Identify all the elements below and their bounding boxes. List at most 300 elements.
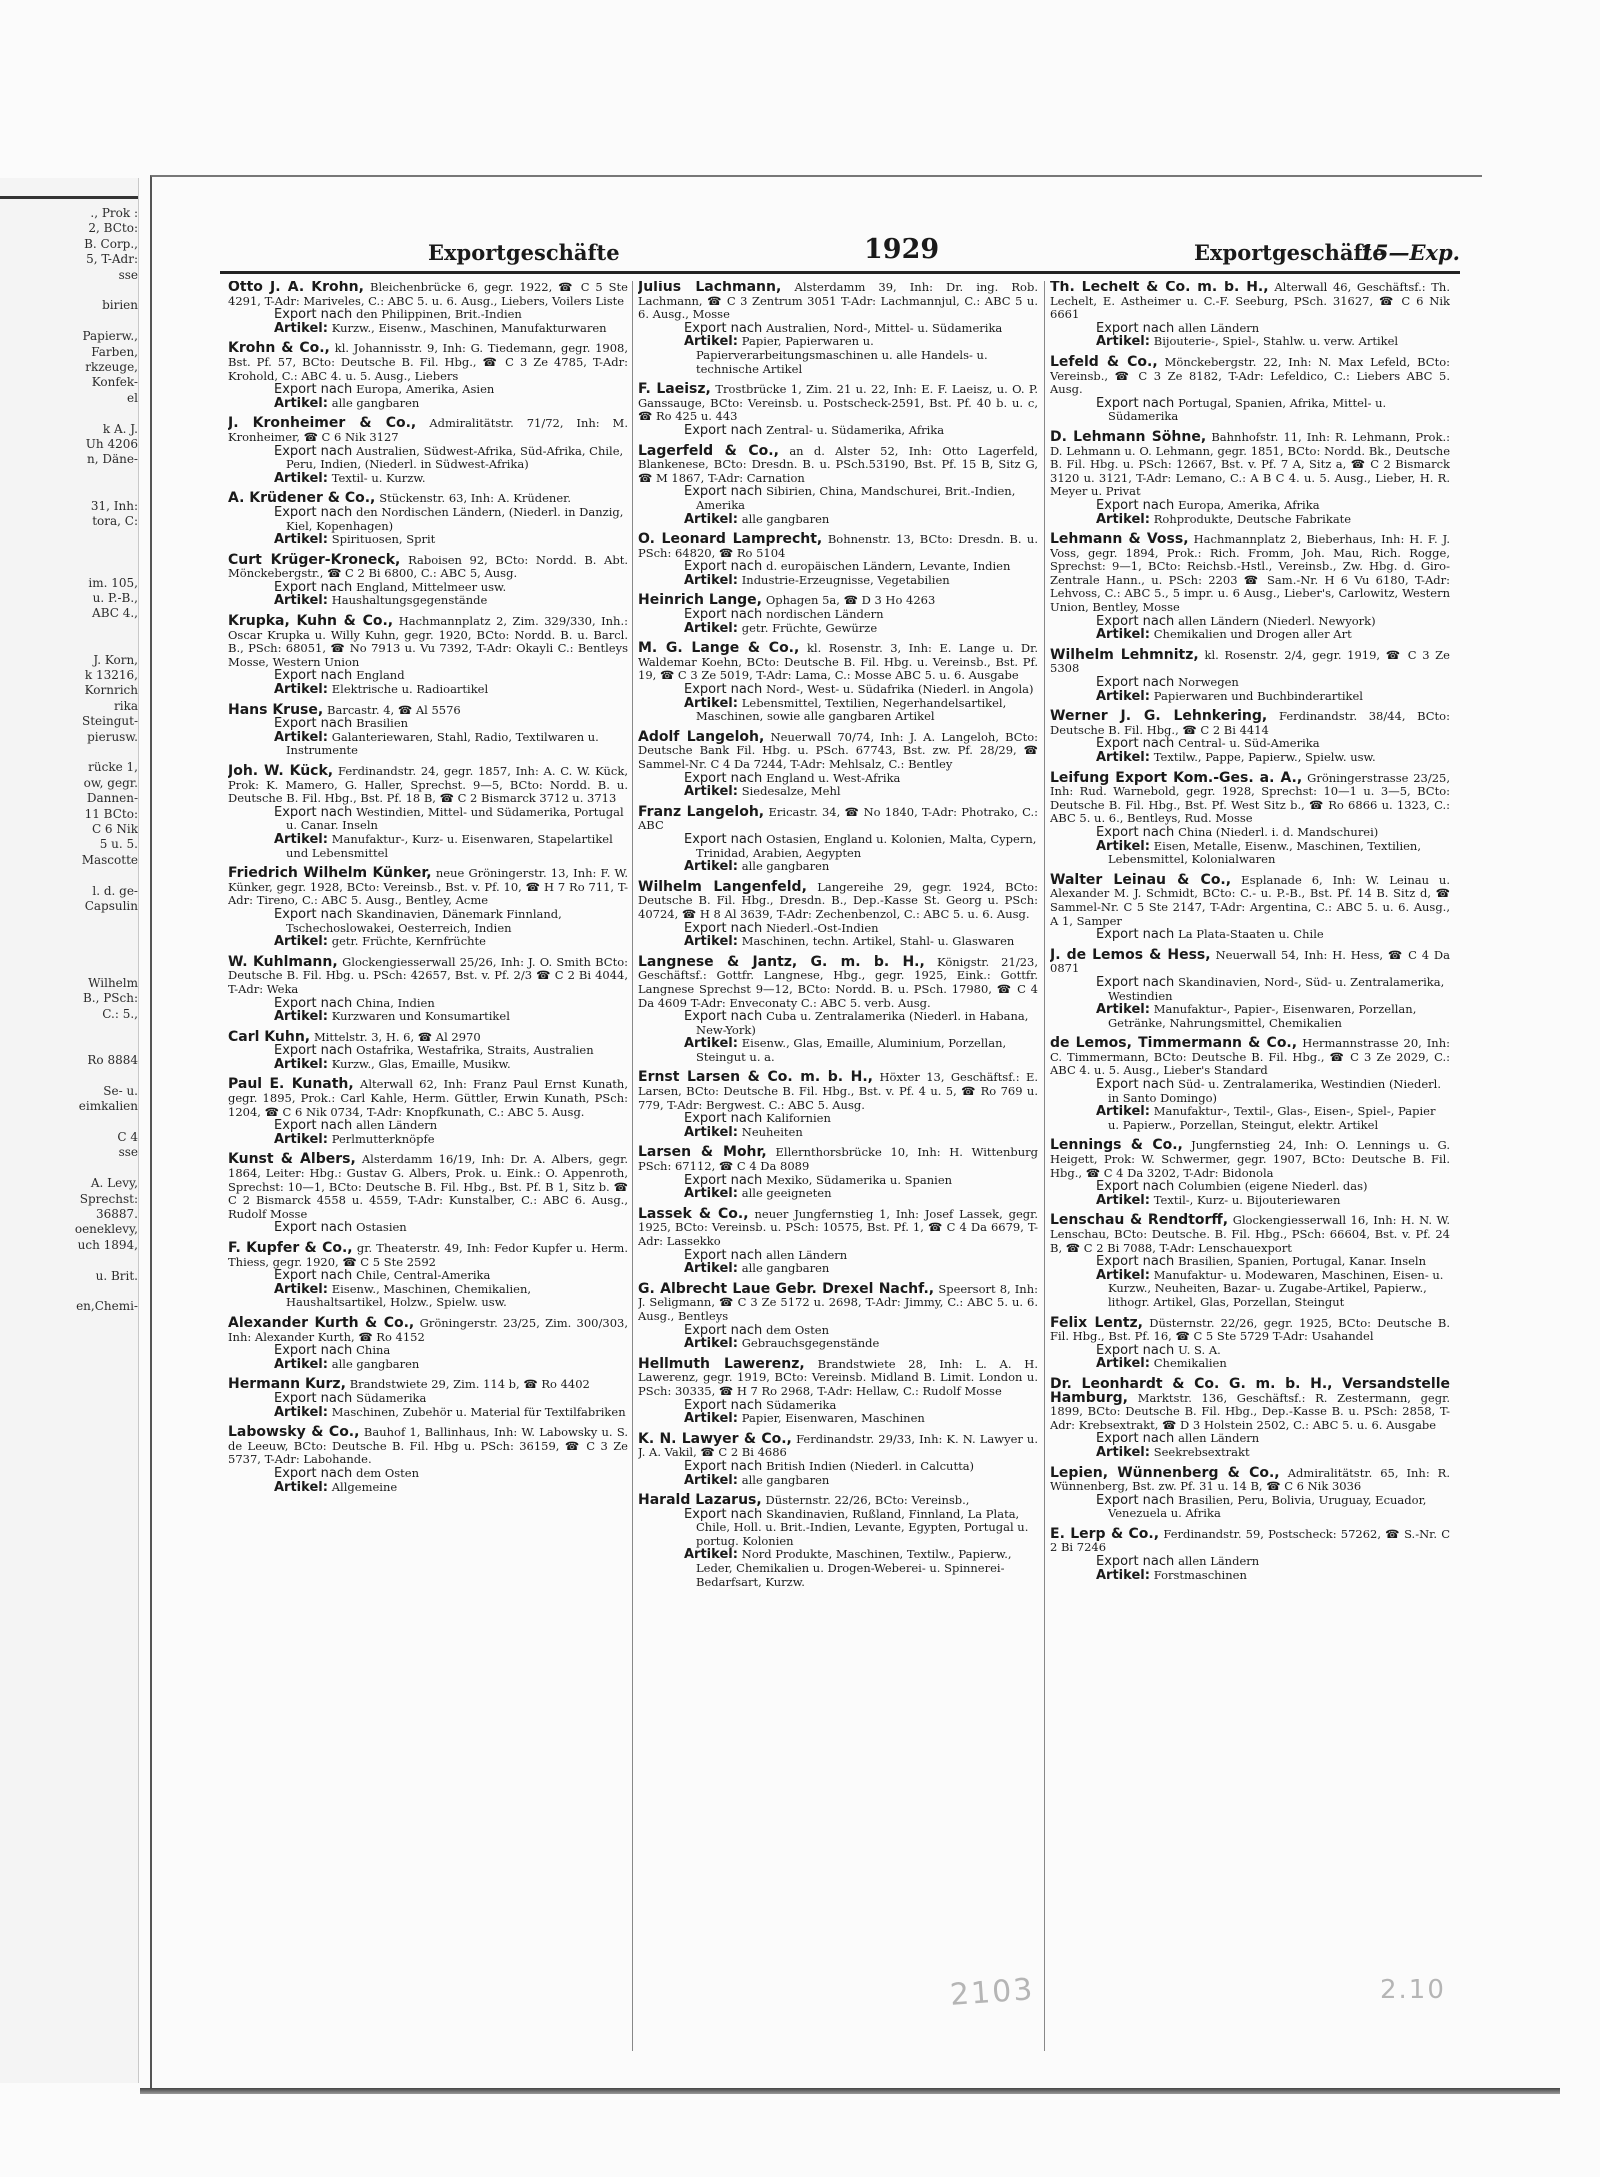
company-details: Gröningerstrasse 23/25, Inh: Rud. Warnebold, gegr. 1928, Sprechst: 10—1 u. 3—5, BCto: Deutsche B. Fil. Hbg., Bst. Pf. West Sitz b., ☎ Ro 6866 u. 1323, C.: ABC 5. u. 6., Bentleys, Rud. Mosse	[1050, 770, 1450, 826]
artikel-label: Artikel:	[1096, 627, 1150, 643]
export-destinations: Cuba u. Zentralamerika (Niederl. in Habana, New-York)	[696, 1009, 1029, 1037]
artikel-items: Eisen, Metalle, Eisenw., Maschinen, Textilien, Lebensmittel, Kolonialwaren	[1108, 838, 1421, 867]
export-line	[638, 485, 1038, 512]
artikel-label: Artikel:	[1096, 688, 1150, 704]
company-name: D. Lehmann Söhne,	[1050, 428, 1207, 445]
export-destinations: Süd- u. Zentralamerika, Westindien (Niederl. in Santo Domingo)	[1108, 1077, 1441, 1105]
company-name: Curt Krüger-Kroneck,	[228, 551, 401, 568]
artikel-line	[638, 1126, 1038, 1140]
company-details: Alterwall 62, Inh: Franz Paul Ernst Kunath, gegr. 1895, Prok.: Carl Kahle, Herm. Güttler, Erwin Kunath, PSch: 1204, ☎ C 6 Nik 0734, T-Adr: Knopfkunath, C.: ABC 5. Ausg.	[228, 1077, 628, 1119]
company-name: Otto J. A. Krohn,	[228, 281, 364, 295]
artikel-items: Neuheiten	[741, 1124, 803, 1139]
export-label: Export nach	[274, 1268, 353, 1284]
artikel-label: Artikel:	[274, 1281, 328, 1297]
export-line	[1050, 1255, 1450, 1269]
export-label: Export nach	[1096, 675, 1175, 691]
artikel-line	[1050, 690, 1450, 704]
export-destinations: Ostasien	[356, 1220, 407, 1235]
export-destinations: Südamerika	[766, 1397, 837, 1412]
entry-head	[1050, 1214, 1450, 1255]
export-destinations: Australien, Nord-, Mittel- u. Südamerika	[766, 320, 1003, 335]
entry-head	[1050, 353, 1450, 397]
artikel-label: Artikel:	[1096, 1267, 1150, 1283]
artikel-items: Bijouterie-, Spiel-, Stahlw. u. verw. Artikel	[1153, 334, 1399, 349]
entry-head	[638, 642, 1038, 683]
directory-entry	[638, 1430, 1038, 1488]
export-line	[638, 560, 1038, 574]
artikel-items: alle gangbaren	[741, 1472, 830, 1487]
export-label: Export nach	[684, 1458, 763, 1474]
company-name: Leifung Export Kom.-Ges. a. A.,	[1050, 769, 1303, 786]
artikel-label: Artikel:	[274, 1404, 328, 1420]
artikel-line	[638, 785, 1038, 799]
left-fragment-line: B., PSch:	[82, 991, 138, 1006]
entry-head	[228, 551, 628, 581]
entry-head	[228, 765, 628, 806]
artikel-items: alle gangbaren	[331, 395, 420, 410]
page-content	[220, 234, 1460, 2077]
export-destinations: d. europäischen Ländern, Levante, Indien	[766, 559, 1011, 574]
directory-entry	[638, 1071, 1038, 1139]
company-name: Adolf Langeloh,	[638, 728, 765, 745]
left-fragment-line: eimkalien	[78, 1099, 138, 1114]
export-label: Export nach	[274, 1118, 353, 1134]
left-fragment-line: Wilhelm	[88, 976, 138, 990]
export-label: Export nach	[274, 443, 353, 459]
export-line	[638, 322, 1038, 336]
left-fragment-line: C 4	[117, 1130, 138, 1144]
artikel-label: Artikel:	[1096, 334, 1150, 350]
export-label: Export nach	[1096, 1431, 1175, 1447]
export-line	[228, 1392, 628, 1406]
left-fragment-line: sse	[118, 267, 138, 282]
artikel-line	[228, 1406, 628, 1420]
artikel-line	[228, 1058, 628, 1072]
export-label: Export nach	[1096, 1254, 1175, 1270]
company-name: Carl Kuhn,	[228, 1028, 311, 1045]
entry-head	[638, 1146, 1038, 1173]
entry-head	[1050, 1375, 1450, 1432]
left-fragment-line: Kornrich	[84, 683, 138, 698]
left-fragment-line: 5 u. 5.	[99, 837, 138, 852]
left-fragment-line: ABC 4.,	[92, 606, 138, 621]
export-destinations: Zentral- u. Südamerika, Afrika	[766, 422, 945, 437]
entry-head	[228, 1153, 628, 1221]
export-label: Export nach	[1096, 320, 1175, 336]
entry-head	[638, 1355, 1038, 1399]
entry-head	[638, 1280, 1038, 1324]
artikel-items: Gebrauchsgegenstände	[741, 1336, 880, 1351]
company-details: Raboisen 92, BCto: Nordd. B. Abt. Mönckebergstr., ☎ C 2 Bi 6800, C.: ABC 5, Ausg.	[228, 552, 628, 581]
left-fragment-line: k A. J.	[102, 421, 138, 436]
artikel-label: Artikel:	[684, 1411, 738, 1427]
entry-head	[1050, 1037, 1450, 1078]
export-line	[228, 383, 628, 397]
company-name: Hermann Kurz,	[228, 1376, 346, 1393]
running-head-year: 1929	[864, 234, 940, 265]
company-details: Hachmannplatz 2, Zim. 329/330, Inh.: Oscar Krupka u. Willy Kuhn, gegr. 1920, BCto: Nordd. B. u. Barcl. B., PSch: 68051, ☎ No 7913 u. Vu 7392, T-Adr: Okayli C.: Bentleys Mosse, Western Union	[228, 614, 628, 669]
export-line	[1050, 1494, 1450, 1521]
export-destinations: Sibirien, China, Mandschurei, Brit.-Indien, Amerika	[696, 484, 1016, 512]
export-label: Export nach	[274, 716, 353, 732]
entry-head	[638, 383, 1038, 424]
company-name: Ernst Larsen & Co. m. b. H.,	[638, 1069, 873, 1086]
company-name: F. Laeisz,	[638, 381, 711, 398]
directory-entry	[638, 1355, 1038, 1427]
directory-entry	[1050, 1139, 1450, 1207]
directory-entry	[638, 533, 1038, 587]
entry-head	[228, 1314, 628, 1344]
directory-entry	[1050, 1314, 1450, 1372]
export-destinations: Brasilien	[356, 716, 409, 731]
export-label: Export nach	[1096, 1554, 1175, 1570]
column-3	[1050, 281, 1450, 2071]
artikel-items: getr. Früchte, Kernfrüchte	[331, 934, 486, 949]
left-fragment-line: uch 1894,	[77, 1237, 138, 1252]
entry-head	[1050, 946, 1450, 976]
company-details: Neuerwall 54, Inh: H. Hess, ☎ C 4 Da 0871	[1050, 947, 1450, 976]
entry-head	[638, 281, 1038, 322]
artikel-items: Seekrebsextrakt	[1153, 1444, 1250, 1459]
company-name: Hans Kruse,	[228, 701, 324, 718]
artikel-line	[228, 1358, 628, 1372]
artikel-label: Artikel:	[274, 532, 328, 548]
artikel-label: Artikel:	[684, 859, 738, 875]
left-fragment-line: rkzeuge,	[85, 360, 138, 374]
export-line	[638, 1174, 1038, 1188]
directory-entry	[638, 383, 1038, 437]
export-line	[638, 683, 1038, 697]
artikel-line	[228, 1010, 628, 1024]
left-fragment-rule	[0, 196, 138, 199]
export-label: Export nach	[274, 382, 353, 398]
directory-entry	[1050, 1214, 1450, 1309]
directory-entry	[1050, 353, 1450, 424]
company-name: Wilhelm Lehmnitz,	[1050, 646, 1199, 663]
export-label: Export nach	[274, 995, 353, 1011]
artikel-items: Chemikalien und Drogen aller Art	[1153, 627, 1352, 642]
export-destinations: Südamerika	[356, 1390, 427, 1405]
company-details: Ellernthorsbrücke 10, Inh: H. Wittenburg PSch: 67112, ☎ C 4 Da 8089	[638, 1145, 1038, 1174]
export-label: Export nach	[684, 320, 763, 336]
entry-head	[228, 867, 628, 908]
artikel-line	[228, 594, 628, 608]
artikel-label: Artikel:	[684, 1472, 738, 1488]
artikel-items: Elektrische u. Radioartikel	[331, 682, 489, 697]
artikel-line	[638, 574, 1038, 588]
company-details: Brandstwiete 29, Zim. 114 b, ☎ Ro 4402	[349, 1377, 590, 1392]
artikel-label: Artikel:	[684, 1261, 738, 1277]
directory-entry	[228, 867, 628, 949]
company-name: Lenschau & Rendtorff,	[1050, 1212, 1229, 1229]
column-divider	[1044, 281, 1045, 2051]
entry-head	[228, 342, 628, 383]
running-head-right-title: Exportgeschäfte	[1194, 240, 1386, 265]
artikel-line	[228, 1283, 628, 1310]
left-fragment-line: A. Levy,	[90, 1176, 138, 1191]
artikel-items: Allgemeine	[331, 1479, 398, 1494]
export-line	[228, 445, 628, 472]
company-name: Lehmann & Voss,	[1050, 531, 1189, 548]
left-fragment-line: Sprechst:	[79, 1191, 138, 1206]
artikel-line	[638, 1037, 1038, 1064]
entry-head	[228, 492, 628, 506]
export-destinations: China, Indien	[356, 995, 435, 1010]
column-1	[228, 281, 628, 2071]
directory-entry	[228, 1078, 628, 1146]
export-label: Export nach	[684, 607, 763, 623]
artikel-line	[1050, 513, 1450, 527]
left-fragment-line: im. 105,	[88, 575, 138, 590]
export-label: Export nach	[684, 1506, 763, 1522]
artikel-items: Eisenw., Maschinen, Chemikalien, Haushaltsartikel, Holzw., Spielw. usw.	[286, 1281, 532, 1310]
company-details: Ferdinandstr. 59, Postscheck: 57262, ☎ S.-Nr. C 2 Bi 7246	[1050, 1526, 1450, 1555]
artikel-items: Siedesalze, Mehl	[741, 784, 841, 799]
entry-head	[1050, 281, 1450, 322]
company-details: Glockengiesserwall 25/26, Inh: J. O. Smith BCto: Deutsche B. Fil. Hbg. u. PSch: 42657, Bst. v. Pf. 2/3 ☎ C 2 Bi 4044, T-Adr: Weka	[228, 954, 628, 996]
export-line	[228, 506, 628, 533]
entry-head	[228, 1242, 628, 1269]
entry-head	[638, 1071, 1038, 1112]
artikel-items: Maschinen, techn. Artikel, Stahl- u. Glaswaren	[741, 934, 1015, 949]
directory-entry	[228, 953, 628, 1025]
entry-head	[1050, 1139, 1450, 1180]
directory-entry	[638, 878, 1038, 950]
export-destinations: Norwegen	[1178, 675, 1239, 690]
left-fragment-line: 36887.	[96, 1207, 138, 1221]
directory-entry	[638, 442, 1038, 527]
company-details: Bauhof 1, Ballinhaus, Inh: W. Labowsky u. S. de Leeuw, BCto: Deutsche B. Fil. Hbg u. PSch: 36159, ☎ C 3 Ze 5737, T-Adr: Labohande.	[228, 1425, 628, 1467]
export-destinations: allen Ländern	[1178, 1431, 1260, 1446]
export-label: Export nach	[274, 1220, 353, 1236]
company-name: de Lemos, Timmermann & Co.,	[1050, 1035, 1298, 1052]
artikel-items: Chemikalien	[1153, 1356, 1227, 1371]
export-line	[228, 908, 628, 935]
artikel-items: alle geeigneten	[741, 1186, 832, 1201]
left-fragment-line: Uh 4206	[85, 437, 138, 451]
artikel-label: Artikel:	[684, 620, 738, 636]
export-label: Export nach	[1096, 974, 1175, 990]
directory-entry	[1050, 281, 1450, 349]
directory-entry	[1050, 769, 1450, 867]
entry-head	[1050, 871, 1450, 928]
left-fragment-line: ., Prok :	[90, 206, 138, 220]
artikel-label: Artikel:	[1096, 750, 1150, 765]
directory-entry	[228, 1028, 628, 1072]
artikel-line	[638, 935, 1038, 949]
artikel-line	[228, 1133, 628, 1147]
entry-head	[1050, 428, 1450, 499]
artikel-items: Papier, Papierwaren u. Papierverarbeitungsmaschinen u. alle Handels- u. technische Artikel	[696, 334, 988, 376]
artikel-label: Artikel:	[1096, 1356, 1150, 1372]
export-label: Export nach	[1096, 824, 1175, 840]
export-line	[638, 772, 1038, 786]
company-details: an d. Alster 52, Inh: Otto Lagerfeld, Blankenese, BCto: Dresdn. B. u. PSch.53190, Bst. Pf. 15 B, Sitz G, ☎ M 1867, T-Adr: Carnation	[638, 443, 1038, 485]
company-details: Alsterdamm 39, Inh: Dr. ing. Rob. Lachmann, ☎ C 3 Zentrum 3051 T-Adr: Lachmannjul, C.: ABC 5 u. 6. Ausg., Mosse	[638, 281, 1038, 322]
company-name: Th. Lechelt & Co. m. b. H.,	[1050, 281, 1269, 295]
entry-head	[228, 1028, 628, 1045]
company-details: Ferdinandstr. 24, gegr. 1857, Inh: A. C. W. Kück, Prok: K. Mamero, G. Haller, Sprechst. 9—5, BCto: Nordd. B. u. Deutsche B. Fil. Hbg., Bst. Pf. 18 B, ☎ C 2 Bismarck 3712 u. 3713	[228, 764, 628, 806]
company-name: Krohn & Co.,	[228, 340, 330, 357]
export-destinations: Brasilien, Spanien, Portugal, Kanar. Inseln	[1178, 1254, 1426, 1269]
artikel-line	[638, 1412, 1038, 1426]
directory-entry	[1050, 533, 1450, 642]
export-line	[1050, 322, 1450, 336]
export-label: Export nach	[684, 831, 763, 847]
export-line	[1050, 1432, 1450, 1446]
artikel-items: Textil- u. Kurzw.	[331, 470, 426, 485]
company-details: Trostbrücke 1, Zim. 21 u. 22, Inh: E. F. Laeisz, u. O. P. Ganssauge, BCto: Vereinsb. u. Postscheck-2591, Bst. Pf. 40 b. u. c, ☎ Ro 425 u. 443	[638, 382, 1038, 424]
directory-entry	[1050, 1525, 1450, 1583]
company-details: Alterwall 46, Geschäftsf.: Th. Lechelt, E. Astheimer u. C.-F. Seeburg, PSch. 31627, ☎ C 6 Nik 6661	[1050, 281, 1450, 322]
artikel-items: alle gangbaren	[741, 859, 830, 874]
artikel-label: Artikel:	[274, 682, 328, 698]
directory-entry	[1050, 871, 1450, 943]
company-name: Franz Langeloh,	[638, 803, 765, 820]
company-name: Walter Leinau & Co.,	[1050, 871, 1232, 888]
page-number: 15—Exp.	[1359, 240, 1460, 265]
entry-head	[1050, 769, 1450, 826]
directory-entry	[228, 1314, 628, 1372]
export-destinations: Skandinavien, Nord-, Süd- u. Zentralamerika, Westindien	[1108, 974, 1445, 1003]
export-destinations: England, Mittelmeer usw.	[356, 579, 507, 594]
export-line	[228, 997, 628, 1011]
directory-page	[150, 175, 1482, 2092]
artikel-line	[228, 397, 628, 411]
export-destinations: Skandinavien, Dänemark Finnland, Tschechoslowakei, Oesterreich, Indien	[286, 906, 562, 935]
export-label: Export nach	[1096, 927, 1175, 943]
artikel-items: getr. Früchte, Gewürze	[741, 620, 878, 635]
export-line	[638, 833, 1038, 860]
artikel-line	[1050, 1357, 1450, 1371]
directory-entry	[228, 1378, 628, 1419]
directory-entry	[1050, 1375, 1450, 1460]
export-line	[1050, 737, 1450, 751]
export-label: Export nach	[274, 906, 353, 922]
directory-entry	[228, 281, 628, 335]
artikel-line	[228, 731, 628, 758]
artikel-line	[1050, 335, 1450, 349]
entry-head	[1050, 1464, 1450, 1494]
artikel-label: Artikel:	[274, 729, 328, 745]
export-destinations: Niederl.-Ost-Indien	[766, 920, 879, 935]
export-line	[228, 1269, 628, 1283]
entry-head	[1050, 646, 1450, 676]
entry-head	[228, 615, 628, 669]
export-label: Export nach	[1096, 1179, 1175, 1195]
export-destinations: Skandinavien, Rußland, Finnland, La Plata, Chile, Holl. u. Brit.-Indien, Levante, Egypten, Portugal u. portug. Kolonien	[696, 1506, 1029, 1548]
entry-head	[228, 281, 628, 308]
artikel-label: Artikel:	[274, 1479, 328, 1495]
company-name: A. Krüdener & Co.,	[228, 490, 376, 507]
directory-entry	[638, 728, 1038, 800]
artikel-line	[1050, 1269, 1450, 1310]
export-line	[228, 1119, 628, 1133]
artikel-items: Spirituosen, Sprit	[331, 532, 436, 547]
export-destinations: England u. West-Afrika	[766, 770, 901, 785]
left-fragment-line: Ro 8884	[87, 1053, 138, 1067]
artikel-line	[228, 1481, 628, 1495]
export-label: Export nach	[684, 484, 763, 500]
export-line	[228, 581, 628, 595]
left-fragment-line: rücke 1,	[88, 760, 138, 775]
export-line	[228, 1344, 628, 1358]
export-label: Export nach	[1096, 395, 1175, 411]
export-label: Export nach	[274, 579, 353, 595]
artikel-line	[1050, 1003, 1450, 1030]
artikel-items: Textilw., Pappe, Papierw., Spielw. usw.	[1153, 750, 1376, 764]
company-details: Bahnhofstr. 11, Inh: R. Lehmann, Prok.: D. Lehmann u. O. Lehmann, gegr. 1851, BCto: Nordd. Bk., Deutsche B. Fil. Hbg. u. PSch: 12667, Bst. v. Pf. 7 A, Sitz a, ☎ C 2 Bismarck 3120 u. 3121, T-Adr: Lemano, C.: A B C 4. u. 5. Ausg., Lieber, H. R. Meyer u. Privat	[1050, 429, 1450, 499]
export-destinations: U. S. A.	[1178, 1342, 1221, 1357]
directory-entry	[1050, 710, 1450, 764]
entry-head	[638, 1205, 1038, 1249]
export-line	[228, 1467, 628, 1481]
entry-head	[1050, 1525, 1450, 1555]
export-line	[1050, 826, 1450, 840]
company-name: M. G. Lange & Co.,	[638, 640, 800, 657]
export-destinations: Europa, Amerika, Afrika	[1178, 497, 1320, 512]
export-destinations: allen Ländern	[1178, 320, 1260, 335]
artikel-label: Artikel:	[274, 831, 328, 847]
artikel-items: Kurzw., Glas, Emaille, Musikw.	[331, 1056, 511, 1071]
export-label: Export nach	[684, 422, 763, 438]
export-label: Export nach	[684, 1247, 763, 1263]
artikel-items: Papier, Eisenwaren, Maschinen	[741, 1411, 925, 1426]
company-details: Marktstr. 136, Geschäftsf.: R. Zestermann, gegr. 1899, BCto: Deutsche B. Fil. Hbg., Dep.-Kasse B. u. PSch: 2858, T-Adr: Krebsextrakt, ☎ D 3 Holstein 2502, C.: ABC 5. u. 6. Ausgabe	[1050, 1390, 1450, 1432]
artikel-label: Artikel:	[684, 1547, 738, 1563]
export-label: Export nach	[684, 682, 763, 698]
company-name: J. de Lemos & Hess,	[1050, 946, 1211, 963]
artikel-label: Artikel:	[274, 1009, 328, 1025]
entry-head	[1050, 710, 1450, 737]
directory-entry	[228, 1153, 628, 1235]
artikel-line	[638, 1187, 1038, 1201]
export-label: Export nach	[274, 1043, 353, 1059]
export-line	[638, 1249, 1038, 1263]
company-name: Lennings & Co.,	[1050, 1137, 1183, 1154]
artikel-items: Galanteriewaren, Stahl, Radio, Textilwaren u. Instrumente	[286, 729, 599, 758]
export-destinations: England	[356, 668, 405, 683]
page-bottom-edge	[140, 2088, 1560, 2094]
artikel-line	[1050, 1446, 1450, 1460]
artikel-label: Artikel:	[274, 934, 328, 950]
export-label: Export nach	[684, 770, 763, 786]
export-line	[638, 1399, 1038, 1413]
export-destinations: allen Ländern	[1178, 1554, 1260, 1569]
export-line	[1050, 928, 1450, 942]
directory-entry	[1050, 646, 1450, 704]
entry-head	[1050, 1314, 1450, 1344]
company-name: Julius Lachmann,	[638, 281, 782, 295]
export-line	[1050, 1078, 1450, 1105]
directory-entry	[228, 1242, 628, 1310]
company-name: Larsen & Mohr,	[638, 1144, 767, 1161]
export-destinations: allen Ländern	[356, 1118, 438, 1133]
entry-head	[638, 594, 1038, 608]
export-destinations: Australien, Südwest-Afrika, Süd-Afrika, Chile, Peru, Indien, (Niederl. in Südwest-Afrika)	[286, 443, 624, 472]
export-label: Export nach	[684, 1322, 763, 1338]
export-destinations: allen Ländern (Niederl. Newyork)	[1178, 613, 1376, 628]
export-label: Export nach	[1096, 497, 1175, 513]
left-fragment-line: J. Korn,	[93, 652, 138, 667]
artikel-items: Haushaltungsgegenstände	[331, 593, 488, 608]
directory-entry	[228, 765, 628, 860]
left-fragment-line: sse	[118, 1145, 138, 1160]
directory-entry	[228, 1426, 628, 1494]
artikel-items: Nord Produkte, Maschinen, Textilw., Papierw., Leder, Chemikalien u. Drogen-Weberei- u. Spinnerei-Bedarfsart, Kurzw.	[696, 1547, 1012, 1589]
company-details: kl. Johannisstr. 9, Inh: G. Tiedemann, gegr. 1908, Bst. Pf. 57, BCto: Deutsche B. Fil. Hbg., ☎ C 3 Ze 4785, T-Adr: Krohold, C.: ABC 4. u. 5. Ausg., Liebers	[228, 341, 628, 383]
artikel-items: Kurzwaren und Konsumartikel	[331, 1009, 510, 1024]
